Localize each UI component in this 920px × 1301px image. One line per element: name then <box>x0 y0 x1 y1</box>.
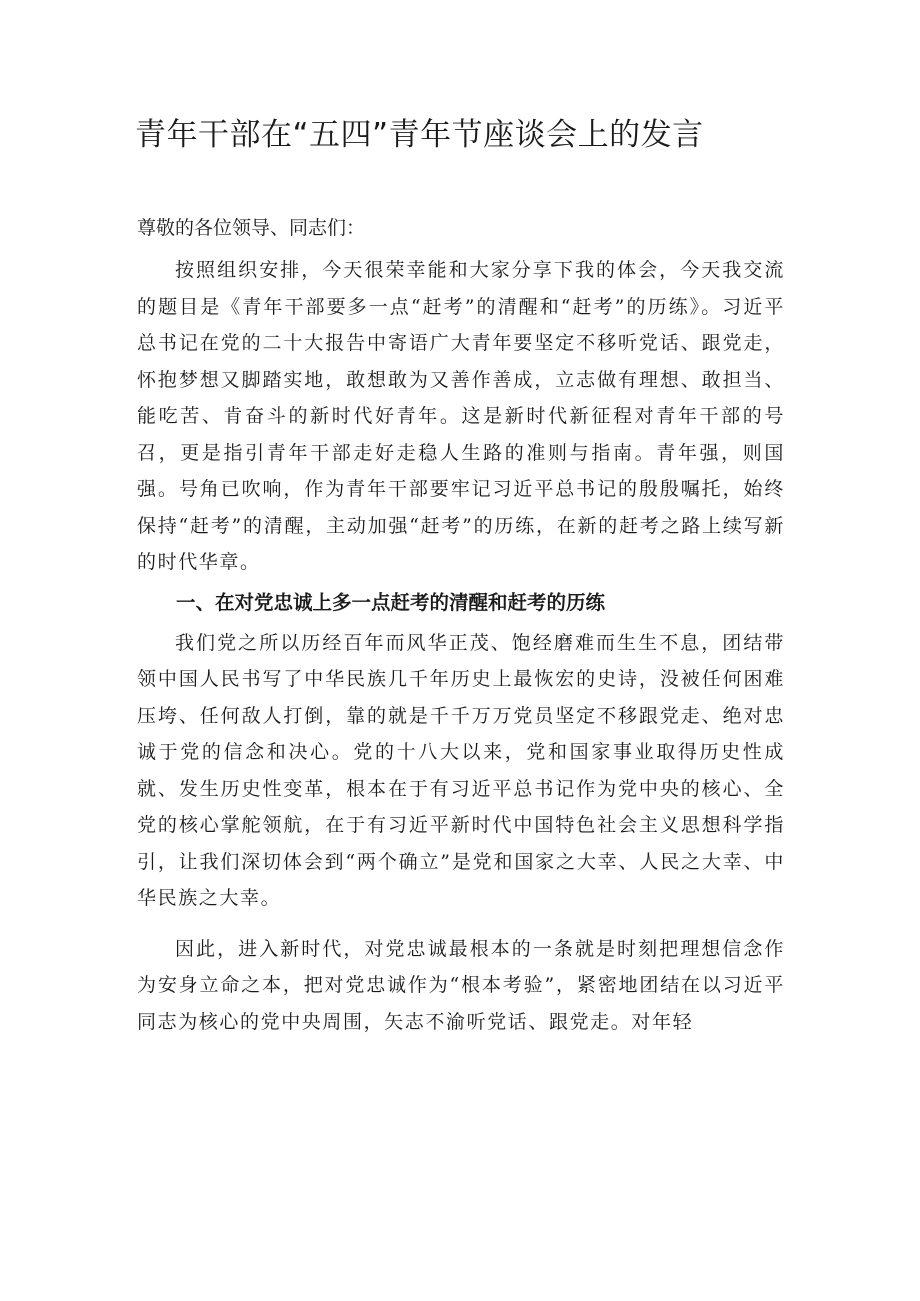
section-1-paragraph-2: 因此，进入新时代，对党忠诚最根本的一条就是时刻把理想信念作为安身立命之本，把对党忠诚作为“根本考验”，紧密地团结在以习近平同志为核心的党中央周围，矢志不渝听党话、跟党走。对年轻 <box>137 937 785 1033</box>
document-body <box>137 210 785 1040</box>
salutation: 尊敬的各位领导、同志们： <box>137 217 366 239</box>
intro-paragraph: 按照组织安排，今天很荣幸能和大家分享下我的体会，今天我交流的题目是《青年干部要多一点“赶考”的清醒和“赶考”的历练》。习近平总书记在党的二十大报告中寄语广大青年要坚定不移听党话、跟党走，怀抱梦想又脚踏实地，敢想敢为又善作善成，立志做有理想、敢担当、能吃苦、肯奋斗的新时代好青年。这是新时代新征程对青年干部的号召，更是指引青年干部走好走稳人生路的准则与指南。青年强，则国强。号角已吹响，作为青年干部要牢记习近平总书记的殷殷嘱托，始终保持“赶考”的清醒，主动加强“赶考”的历练，在新的赶考之路上续写新的时代华章。 <box>137 259 785 573</box>
section-1-paragraph-1: 我们党之所以历经百年而风华正茂、饱经磨难而生生不息，团结带领中国人民书写了中华民族几千年历史上最恢宏的史诗，没被任何困难压垮、任何敌人打倒，靠的就是千千万万党员坚定不移跟党走、绝对忠诚于党的信念和决心。党的十八大以来，党和国家事业取得历史性成就、发生历史性变革，根本在于有习近平总书记作为党中央的核心、全党的核心掌舵领航，在于有习近平新时代中国特色社会主义思想科学指引，让我们深切体会到“两个确立”是党和国家之大幸、人民之大幸、中华民族之大幸。 <box>137 631 785 909</box>
section-heading-1: 一、在对党忠诚上多一点赶考的清醒和赶考的历练 <box>176 590 606 614</box>
document-title: 青年干部在“五四”青年节座谈会上的发言 <box>135 117 704 153</box>
